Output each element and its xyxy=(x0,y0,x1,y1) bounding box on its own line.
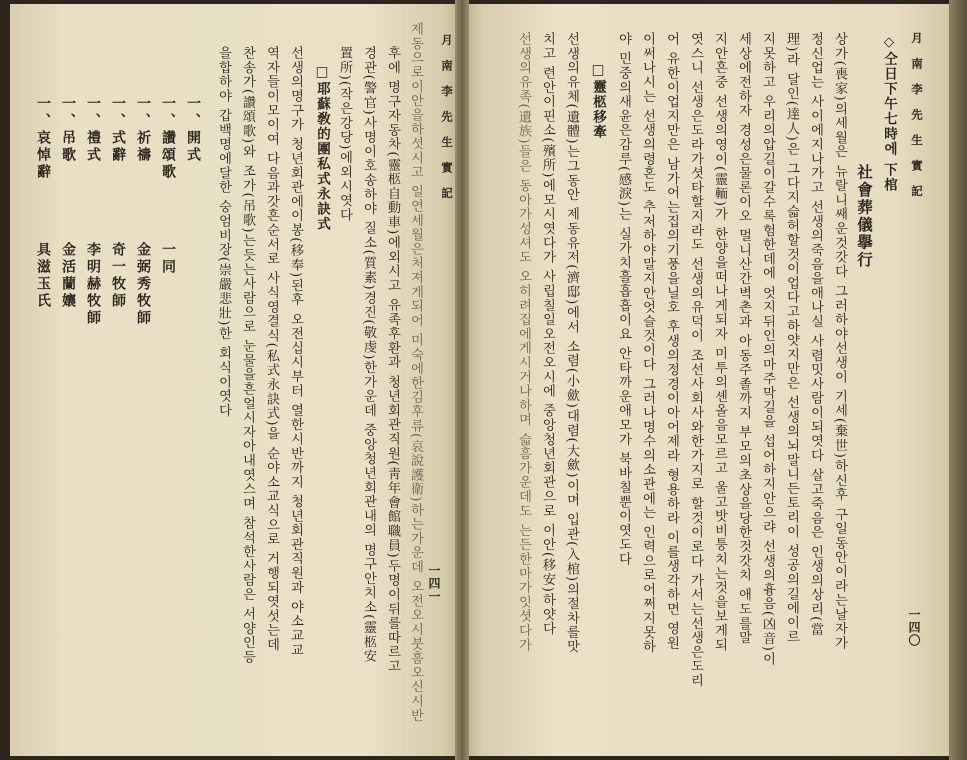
left-section-line-2: 역자들이모이여 다음과갓흔순서로 사식영결식(私式永訣式)을 순야소교식으로 거행되엿섯는데 xyxy=(264,46,279,652)
program-person-3: 金弼秀牧師 xyxy=(135,242,151,327)
right-line-7: 엿스니 선생은도라가셧타할지라도 선생의유덕이 조선사회사와한가지로 할것이로다 가서는선생은도리 xyxy=(688,32,703,688)
left-section-heading: □耶蘇敎的團私式永訣式 xyxy=(314,64,330,232)
program-item-7: 一、哀悼辭 xyxy=(35,96,51,181)
left-page-number: 一四一 xyxy=(427,564,441,603)
program-person-5: 李明赫牧師 xyxy=(85,242,101,327)
program-person-2: 一同 xyxy=(160,242,176,276)
left-page xyxy=(10,4,462,756)
page-heading: 社會葬儀擧行 xyxy=(855,164,874,269)
right-section-line-3: 선생의유족(遺族)들은 동아가성셔도 오히려집에게시거나하며 슯흠가운데도 는든한마가잇셧다가 xyxy=(516,32,531,652)
right-running-head: 月 南 李 先 生 實 記 xyxy=(910,32,924,202)
program-person-6: 金活蘭孃 xyxy=(60,242,76,310)
program-person-7: 具滋玉氏 xyxy=(35,242,51,310)
left-section-line-3: 찬송가(讚頌歌)와 조가(吊歌)는듯는사람으로 눈물을흔얼시자아내엿스며 참석한사람은 서양인등 xyxy=(240,46,255,665)
right-line-6: 지안흔중 선생의영이(靈輀)가 한양을떠나게되자 미투의셴올음모르고 울고밧비퉁치는것을보게되 xyxy=(712,32,727,652)
program-item-2: 一、讚頌歌 xyxy=(160,96,176,181)
right-line-9: 이써나시는 선생의령혼도 추저하야말지안엇슬것이다 그러나명수의소관에는 인력으로어쩌지못하 xyxy=(640,32,655,654)
right-section-heading: □靈柩移牽 xyxy=(590,62,606,140)
book-gutter xyxy=(455,0,469,760)
program-item-4: 一、式辭 xyxy=(110,96,126,164)
right-page-number: 一四〇 xyxy=(907,608,921,647)
program-item-3: 一、祈禱 xyxy=(135,96,151,164)
left-running-head: 月 南 李 先 生 實 記 xyxy=(440,34,454,204)
page-edge-shadow xyxy=(949,0,967,760)
program-item-6: 一、吊歌 xyxy=(60,96,76,164)
left-line-3: 경관(警官)사명이호송하야 질소(質素)경진(敬虔)한가운데 중앙청년회관내의 명구안치소(靈柩安 xyxy=(361,46,376,664)
left-section-line-4: 을합하야 갑백명에달한 숭엄비장(崇嚴悲壯)한 회식이엿다 xyxy=(216,46,231,418)
time-line: ◇仝日下午七時에 下棺 xyxy=(881,34,897,193)
left-section-line-1: 선생의명구가 청년회관에이봉(移奉)된후 오전십시부터 열한시반까지 청년회관직원과 야소교교 xyxy=(288,46,303,657)
right-line-2: 정신업는 사이에지나가고 선생의죽음을애나실 사렴밋사람이되엿다 살고죽음은 인생의상리(當 xyxy=(808,32,823,637)
program-item-5: 一、禮式 xyxy=(85,96,101,164)
right-line-1: 상가(喪家)의세월은 뉴랄니쌔운것갓다 그러하야선생이 기세(棄世)하신후 구일동안이라는날자가 xyxy=(832,32,847,651)
left-line-1: 제동으로이안을하셧시고 일연세월은처져게되어 미숙에한김후류(哀說護衛)하는가운데 오전오시붓흠오신시반 xyxy=(408,22,423,723)
right-section-line-1: 선생의유체(遺體)는그동안 제동유저(濟邸)에서 소렴(小歛)대렴(大歛)이며 입관(入棺)의절차를맛 xyxy=(564,32,579,654)
right-line-10: 야 민중의새윤은감루(感淚)는 실가치흘흡흡이요 안타까운애모가 북바칠뿐이엿도다 xyxy=(616,32,631,567)
right-section-line-2: 치고 련안이핀소(殯所)에모시엿다가 사립칠일오전오시에 중앙청년회관으로 이안(移安)하얏다 xyxy=(540,32,555,636)
right-line-4: 지못하고 우리의압길이갈수록험한데에 엇지뒤인의마주막길을 섭어하지안으랴 선생의흉음(凶音)이 xyxy=(760,32,775,667)
right-page xyxy=(462,4,952,756)
left-line-4: 置所)(작은강당)에외시엿다 xyxy=(337,46,352,223)
right-line-5: 세상에전하자 경성은물론이오 멀니산간벽촌과 아동주졸까지 부모의초상을당한것갓치 애도를말 xyxy=(736,32,751,645)
left-line-2: 후에 명구자동차(靈柩自動車)에외시고 유족후환과 청년회관직원(靑年會館職員)두명이뒤를따르고 xyxy=(385,46,400,674)
program-person-4: 奇一牧師 xyxy=(110,242,126,310)
right-line-3: 理)라 달인(達人)은 그다지슯허할것이업다고하얏지만은 선생의뇌말니든토리이 성공의길에이르 xyxy=(784,32,799,644)
program-item-1: 一、開式 xyxy=(185,96,201,164)
right-line-8: 어 유한이업지만은 남가어는집의기풍을닐호 후생의정경이아어제라 형용하라 이를생각하면 영원 xyxy=(664,32,679,651)
